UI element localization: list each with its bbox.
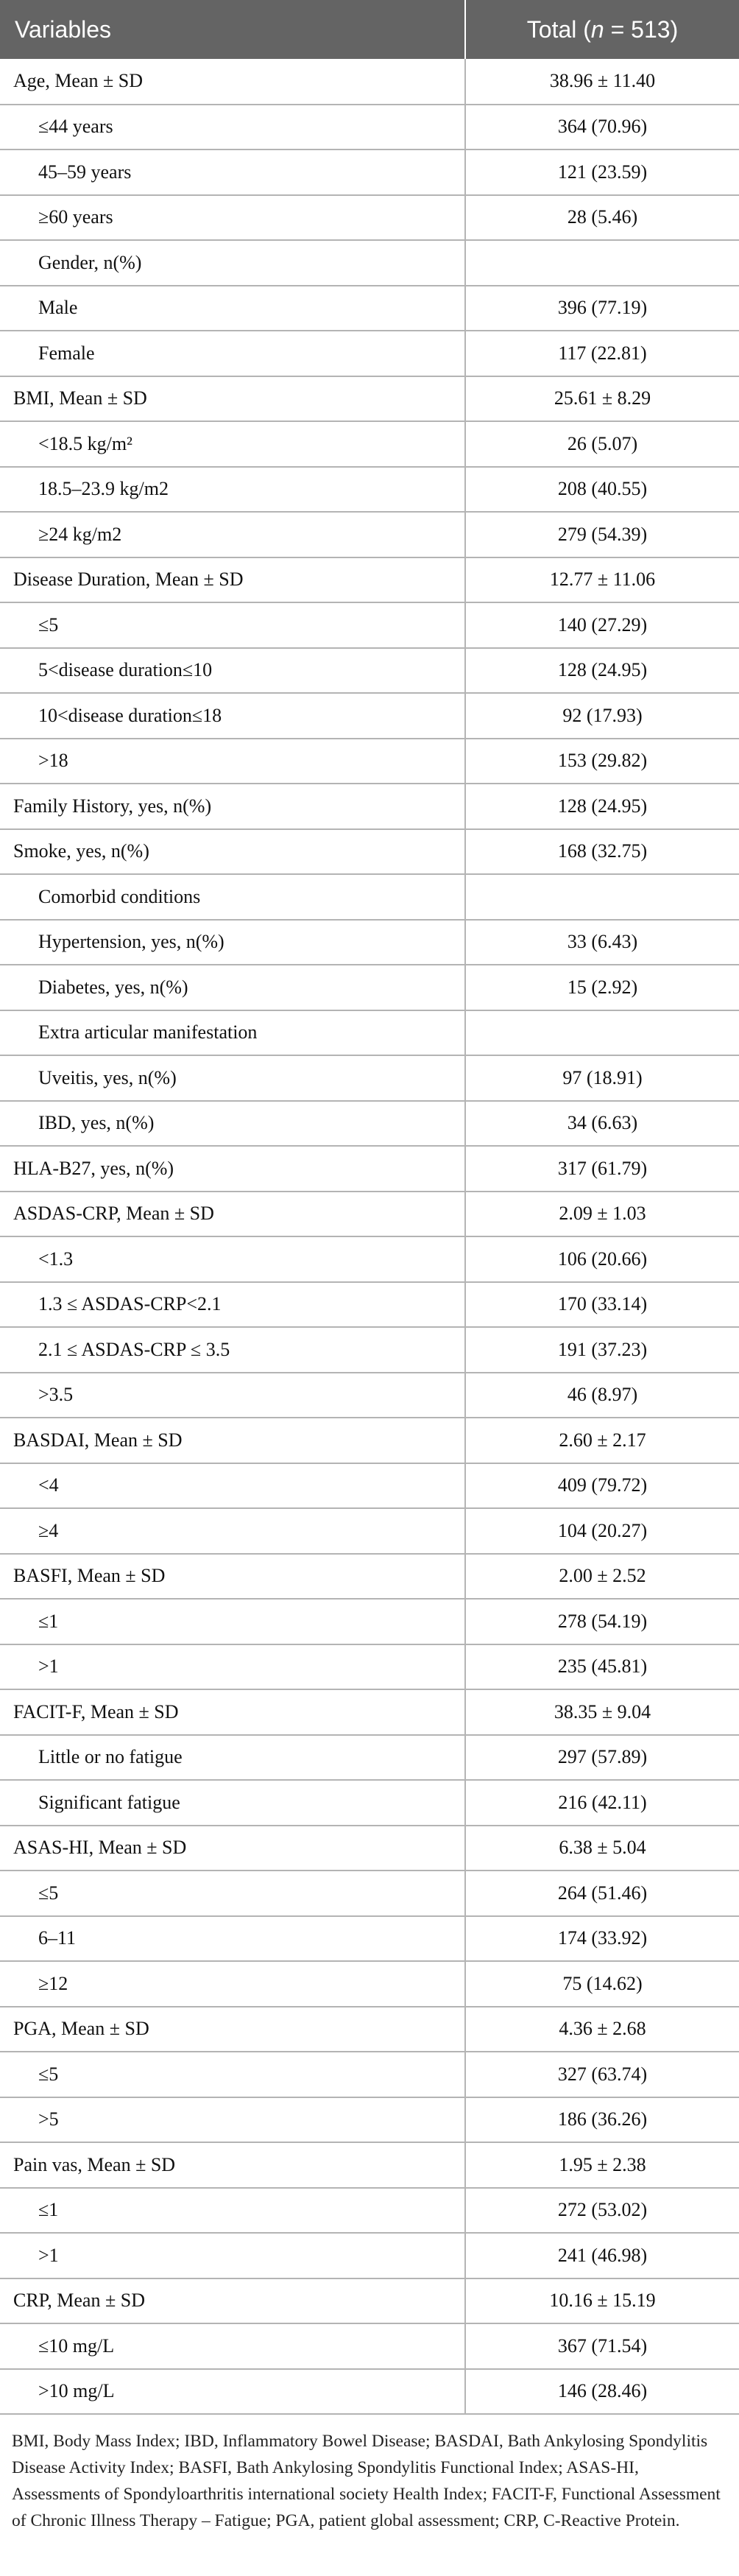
row-value: 278 (54.19) bbox=[465, 1599, 739, 1644]
row-label: BMI, Mean ± SD bbox=[0, 376, 465, 422]
row-value: 26 (5.07) bbox=[465, 421, 739, 467]
row-label: 18.5–23.9 kg/m2 bbox=[0, 467, 465, 513]
row-value: 12.77 ± 11.06 bbox=[465, 557, 739, 603]
row-value: 2.09 ± 1.03 bbox=[465, 1192, 739, 1237]
table-row bbox=[0, 874, 739, 920]
row-value: 208 (40.55) bbox=[465, 467, 739, 513]
table-row bbox=[0, 965, 739, 1010]
header-total-prefix: Total ( bbox=[526, 15, 591, 43]
table-row bbox=[0, 2323, 739, 2369]
table-row bbox=[0, 149, 739, 195]
row-value bbox=[465, 1010, 739, 1056]
table-row bbox=[0, 2233, 739, 2278]
row-value: 1.95 ± 2.38 bbox=[465, 2142, 739, 2188]
row-value: 25.61 ± 8.29 bbox=[465, 376, 739, 422]
row-label: <18.5 kg/m² bbox=[0, 421, 465, 467]
table-row bbox=[0, 240, 739, 286]
row-label: ≤5 bbox=[0, 1871, 465, 1916]
table-row bbox=[0, 648, 739, 694]
row-label: IBD, yes, n(%) bbox=[0, 1101, 465, 1147]
row-label: <1.3 bbox=[0, 1236, 465, 1282]
table-row bbox=[0, 1826, 739, 1871]
row-value: 364 (70.96) bbox=[465, 105, 739, 150]
row-value bbox=[465, 240, 739, 286]
row-value: 168 (32.75) bbox=[465, 829, 739, 875]
row-label: 45–59 years bbox=[0, 149, 465, 195]
table-row bbox=[0, 1644, 739, 1690]
table-row bbox=[0, 2007, 739, 2052]
table-row bbox=[0, 1463, 739, 1509]
row-label: >1 bbox=[0, 2233, 465, 2278]
row-label: >5 bbox=[0, 2097, 465, 2143]
row-value: 128 (24.95) bbox=[465, 784, 739, 829]
row-value: 174 (33.92) bbox=[465, 1916, 739, 1962]
row-value bbox=[465, 874, 739, 920]
table-body bbox=[0, 59, 739, 2414]
row-value: 34 (6.63) bbox=[465, 1101, 739, 1147]
table-row bbox=[0, 1327, 739, 1373]
row-label: BASFI, Mean ± SD bbox=[0, 1554, 465, 1600]
row-label: ≥24 kg/m2 bbox=[0, 512, 465, 557]
row-value: 92 (17.93) bbox=[465, 693, 739, 739]
table-row bbox=[0, 286, 739, 331]
row-label: Comorbid conditions bbox=[0, 874, 465, 920]
table-row bbox=[0, 784, 739, 829]
header-total bbox=[465, 0, 739, 59]
row-value: 317 (61.79) bbox=[465, 1146, 739, 1192]
row-label: Extra articular manifestation bbox=[0, 1010, 465, 1056]
table-row bbox=[0, 376, 739, 422]
row-value: 46 (8.97) bbox=[465, 1373, 739, 1418]
table-row bbox=[0, 1373, 739, 1418]
row-value: 272 (53.02) bbox=[465, 2188, 739, 2234]
row-value: 10.16 ± 15.19 bbox=[465, 2278, 739, 2324]
table-row bbox=[0, 2278, 739, 2324]
row-value: 409 (79.72) bbox=[465, 1463, 739, 1509]
row-label: HLA-B27, yes, n(%) bbox=[0, 1146, 465, 1192]
table-row bbox=[0, 1146, 739, 1192]
row-label: ≤1 bbox=[0, 2188, 465, 2234]
row-label: 5<disease duration≤10 bbox=[0, 648, 465, 694]
row-value: 327 (63.74) bbox=[465, 2052, 739, 2097]
row-value: 38.35 ± 9.04 bbox=[465, 1689, 739, 1735]
table-row bbox=[0, 739, 739, 784]
row-value: 28 (5.46) bbox=[465, 195, 739, 241]
row-value: 279 (54.39) bbox=[465, 512, 739, 557]
row-value: 15 (2.92) bbox=[465, 965, 739, 1010]
row-label: ≤44 years bbox=[0, 105, 465, 150]
table-row bbox=[0, 1055, 739, 1101]
row-value: 2.00 ± 2.52 bbox=[465, 1554, 739, 1600]
table-row bbox=[0, 467, 739, 513]
row-label: Family History, yes, n(%) bbox=[0, 784, 465, 829]
row-label: <4 bbox=[0, 1463, 465, 1509]
row-label: >1 bbox=[0, 1644, 465, 1690]
table-row bbox=[0, 1101, 739, 1147]
row-value: 4.36 ± 2.68 bbox=[465, 2007, 739, 2052]
table-row bbox=[0, 105, 739, 150]
row-value: 75 (14.62) bbox=[465, 1961, 739, 2007]
table-row bbox=[0, 2142, 739, 2188]
table-row bbox=[0, 829, 739, 875]
table-row bbox=[0, 331, 739, 376]
row-value: 38.96 ± 11.40 bbox=[465, 59, 739, 105]
row-label: Gender, n(%) bbox=[0, 240, 465, 286]
row-label: Hypertension, yes, n(%) bbox=[0, 920, 465, 965]
row-value: 104 (20.27) bbox=[465, 1508, 739, 1554]
table-row bbox=[0, 1192, 739, 1237]
table-row bbox=[0, 1508, 739, 1554]
row-value: 97 (18.91) bbox=[465, 1055, 739, 1101]
table-row bbox=[0, 2369, 739, 2415]
table-row bbox=[0, 2188, 739, 2234]
table-row bbox=[0, 59, 739, 105]
row-value: 146 (28.46) bbox=[465, 2369, 739, 2415]
table-row bbox=[0, 2052, 739, 2097]
row-label: PGA, Mean ± SD bbox=[0, 2007, 465, 2052]
row-label: 10<disease duration≤18 bbox=[0, 693, 465, 739]
table-row bbox=[0, 512, 739, 557]
row-label: Smoke, yes, n(%) bbox=[0, 829, 465, 875]
row-label: ≥12 bbox=[0, 1961, 465, 2007]
row-label: Little or no fatigue bbox=[0, 1735, 465, 1781]
row-value: 106 (20.66) bbox=[465, 1236, 739, 1282]
row-label: ≤5 bbox=[0, 602, 465, 648]
table-row bbox=[0, 920, 739, 965]
row-label: FACIT-F, Mean ± SD bbox=[0, 1689, 465, 1735]
table-row bbox=[0, 1236, 739, 1282]
row-label: >18 bbox=[0, 739, 465, 784]
row-value: 216 (42.11) bbox=[465, 1780, 739, 1826]
row-label: ASAS-HI, Mean ± SD bbox=[0, 1826, 465, 1871]
row-label: Significant fatigue bbox=[0, 1780, 465, 1826]
table-row bbox=[0, 693, 739, 739]
row-value: 6.38 ± 5.04 bbox=[465, 1826, 739, 1871]
table-row bbox=[0, 1010, 739, 1056]
table-row bbox=[0, 1780, 739, 1826]
row-value: 191 (37.23) bbox=[465, 1327, 739, 1373]
row-label: Diabetes, yes, n(%) bbox=[0, 965, 465, 1010]
table-row bbox=[0, 421, 739, 467]
row-label: Pain vas, Mean ± SD bbox=[0, 2142, 465, 2188]
row-label: Uveitis, yes, n(%) bbox=[0, 1055, 465, 1101]
row-label: BASDAI, Mean ± SD bbox=[0, 1418, 465, 1463]
table-row bbox=[0, 1554, 739, 1600]
row-value: 2.60 ± 2.17 bbox=[465, 1418, 739, 1463]
row-label: Female bbox=[0, 331, 465, 376]
row-label: >10 mg/L bbox=[0, 2369, 465, 2415]
row-label: 6–11 bbox=[0, 1916, 465, 1962]
row-value: 297 (57.89) bbox=[465, 1735, 739, 1781]
row-label: 2.1 ≤ ASDAS-CRP ≤ 3.5 bbox=[0, 1327, 465, 1373]
table-row bbox=[0, 1916, 739, 1962]
table-row bbox=[0, 1735, 739, 1781]
table-row bbox=[0, 1418, 739, 1463]
table-row bbox=[0, 1282, 739, 1328]
table-row bbox=[0, 2097, 739, 2143]
row-value: 241 (46.98) bbox=[465, 2233, 739, 2278]
row-label: ≥60 years bbox=[0, 195, 465, 241]
table-footnote: BMI, Body Mass Index; IBD, Inflammatory Bowel Disease; BASDAI, Bath Ankylosing Spondylitis Disease Activity Index; BASFI, Bath Ankylosing Spondylitis Functional Index; ASAS-HI, Assessments of Spondyloarthritis international society Health Index; FACIT-F, Functional Assessment of Chronic Illness Therapy – Fatigue; PGA, patient global assessment; CRP, C-Reactive Protein. bbox=[12, 2432, 721, 2530]
table-row bbox=[0, 195, 739, 241]
table-row bbox=[0, 557, 739, 603]
row-label: Male bbox=[0, 286, 465, 331]
row-value: 33 (6.43) bbox=[465, 920, 739, 965]
row-value: 117 (22.81) bbox=[465, 331, 739, 376]
table-row bbox=[0, 602, 739, 648]
table-row bbox=[0, 1961, 739, 2007]
table-row bbox=[0, 1871, 739, 1916]
table-row bbox=[0, 1689, 739, 1735]
row-value: 396 (77.19) bbox=[465, 286, 739, 331]
row-label: ≤5 bbox=[0, 2052, 465, 2097]
row-label: CRP, Mean ± SD bbox=[0, 2278, 465, 2324]
row-label: ASDAS-CRP, Mean ± SD bbox=[0, 1192, 465, 1237]
row-value: 186 (36.26) bbox=[465, 2097, 739, 2143]
row-label: ≥4 bbox=[0, 1508, 465, 1554]
row-label: >3.5 bbox=[0, 1373, 465, 1418]
table-row bbox=[0, 1599, 739, 1644]
row-value: 153 (29.82) bbox=[465, 739, 739, 784]
row-value: 128 (24.95) bbox=[465, 648, 739, 694]
row-value: 367 (71.54) bbox=[465, 2323, 739, 2369]
row-label: Age, Mean ± SD bbox=[0, 59, 465, 105]
row-value: 140 (27.29) bbox=[465, 602, 739, 648]
table-header-row bbox=[0, 0, 739, 59]
row-label: ≤10 mg/L bbox=[0, 2323, 465, 2369]
row-label: ≤1 bbox=[0, 1599, 465, 1644]
header-total-suffix: = 513) bbox=[604, 15, 679, 43]
header-total-n: n bbox=[590, 15, 604, 43]
row-value: 170 (33.14) bbox=[465, 1282, 739, 1328]
row-value: 235 (45.81) bbox=[465, 1644, 739, 1690]
row-label: Disease Duration, Mean ± SD bbox=[0, 557, 465, 603]
header-variables: Variables bbox=[0, 0, 465, 59]
row-value: 264 (51.46) bbox=[465, 1871, 739, 1916]
row-label: 1.3 ≤ ASDAS-CRP<2.1 bbox=[0, 1282, 465, 1328]
row-value: 121 (23.59) bbox=[465, 149, 739, 195]
